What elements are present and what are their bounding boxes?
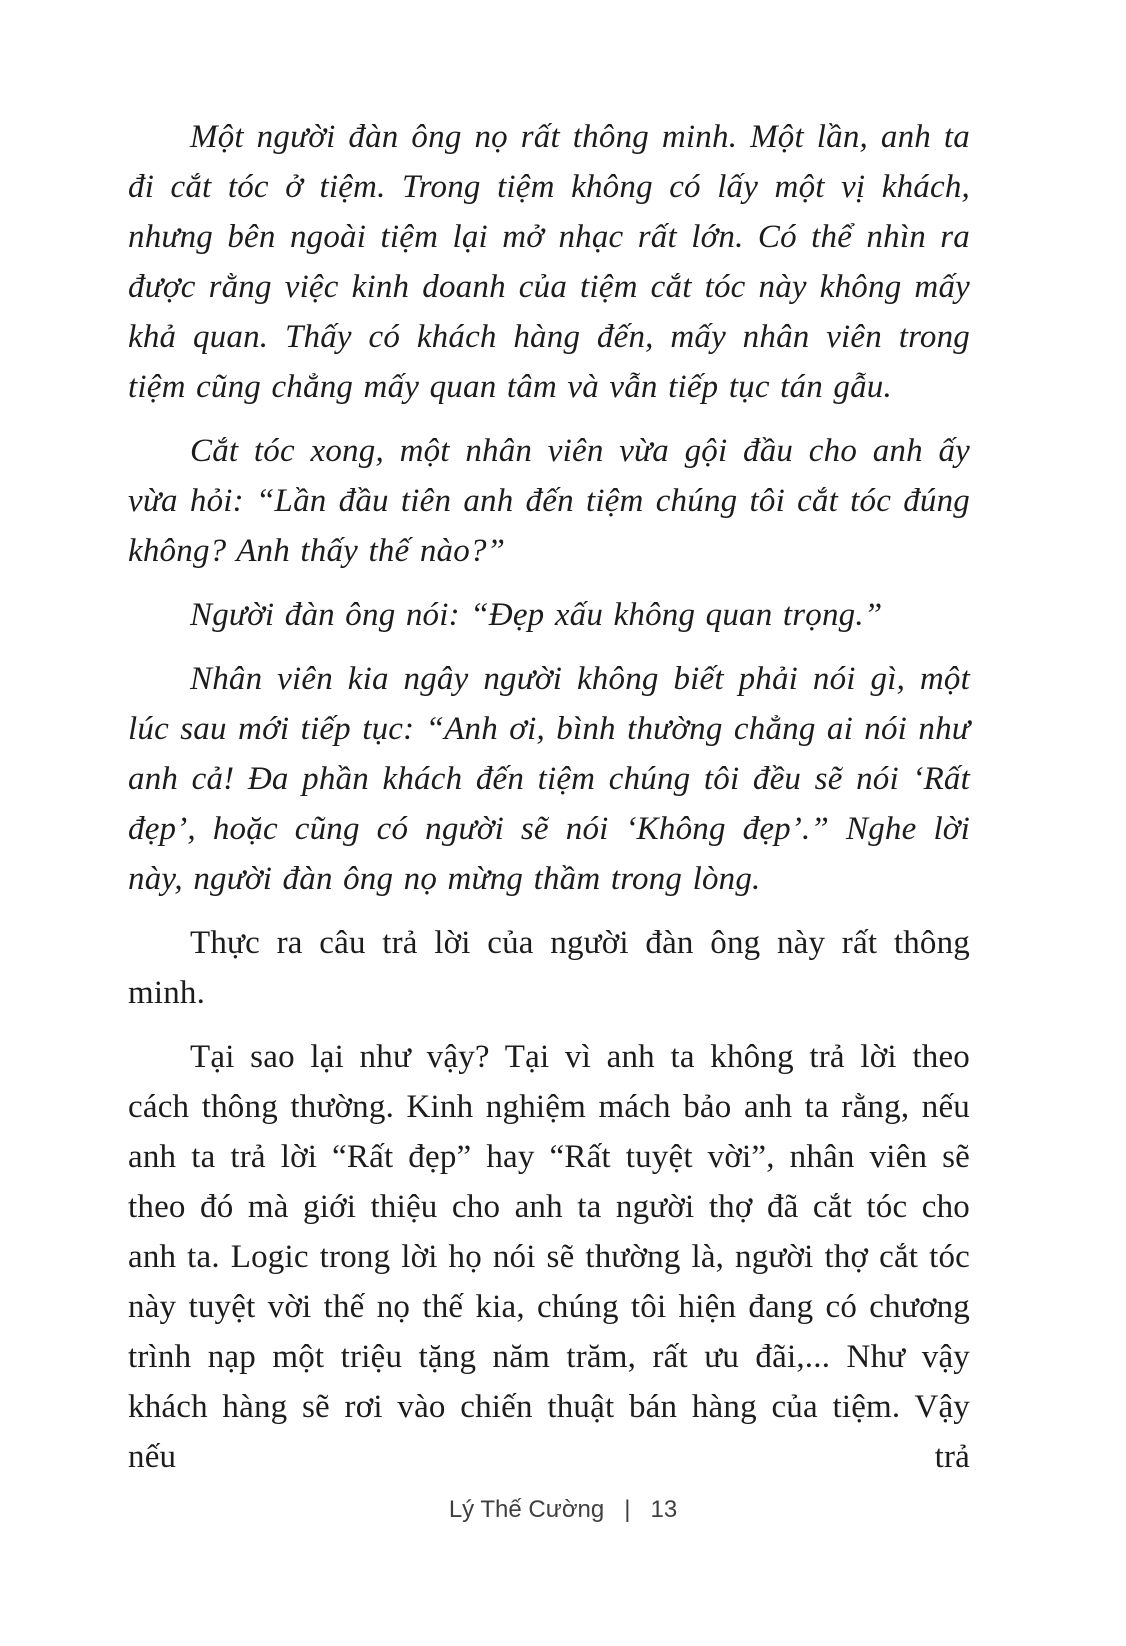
footer-separator: | — [624, 1496, 631, 1523]
page-footer — [0, 1496, 1126, 1524]
story-paragraph-3: Người đàn ông nói: “Đẹp xấu không quan trọng.” — [190, 597, 883, 633]
footer-page-number: 13 — [650, 1496, 678, 1523]
story-paragraph-1: Một người đàn ông nọ rất thông minh. Một lần, anh ta đi cắt tóc ở tiệm. Trong tiệm không có lấy một vị khách, nhưng bên ngoài tiệm lại mở nhạc rất lớn. Có thể nhìn ra được rằng việc kinh doanh của tiệm cắt tóc này không mấy khả quan. Thấy có khách hàng đến, mấy nhân viên trong tiệm cũng chẳng mấy quan tâm và vẫn tiếp tục tán gẫu. — [128, 119, 970, 405]
story-paragraph-4: Nhân viên kia ngây người không biết phải nói gì, một lúc sau mới tiếp tục: “Anh ơi, bình thường chẳng ai nói như anh cả! Đa phần khách đến tiệm chúng tôi đều sẽ nói ‘Rất đẹp’, hoặc cũng có người sẽ nói ‘Không đẹp’.” Nghe lời này, người đàn ông nọ mừng thầm trong lòng. — [128, 661, 970, 897]
commentary-paragraph-1: Thực ra câu trả lời của người đàn ông này rất thông minh. — [128, 925, 970, 1011]
text-block — [128, 112, 970, 1496]
footer-author-name: Lý Thế Cường — [448, 1496, 605, 1523]
story-paragraph-2: Cắt tóc xong, một nhân viên vừa gội đầu cho anh ấy vừa hỏi: “Lần đầu tiên anh đến tiệm chúng tôi cắt tóc đúng không? Anh thấy thế nào?” — [128, 433, 970, 569]
commentary-paragraph-2: Tại sao lại như vậy? Tại vì anh ta không trả lời theo cách thông thường. Kinh nghiệm mách bảo anh ta rằng, nếu anh ta trả lời “Rất đẹp” hay “Rất tuyệt vời”, nhân viên sẽ theo đó mà giới thiệu cho anh ta người thợ đã cắt tóc cho anh ta. Logic trong lời họ nói sẽ thường là, người thợ cắt tóc này tuyệt vời thế nọ thế kia, chúng tôi hiện đang có chương trình nạp một triệu tặng năm trăm, rất ưu đãi,... Như vậy khách hàng sẽ rơi vào chiến thuật bán hàng của tiệm. Vậy nếu trả — [128, 1039, 970, 1475]
